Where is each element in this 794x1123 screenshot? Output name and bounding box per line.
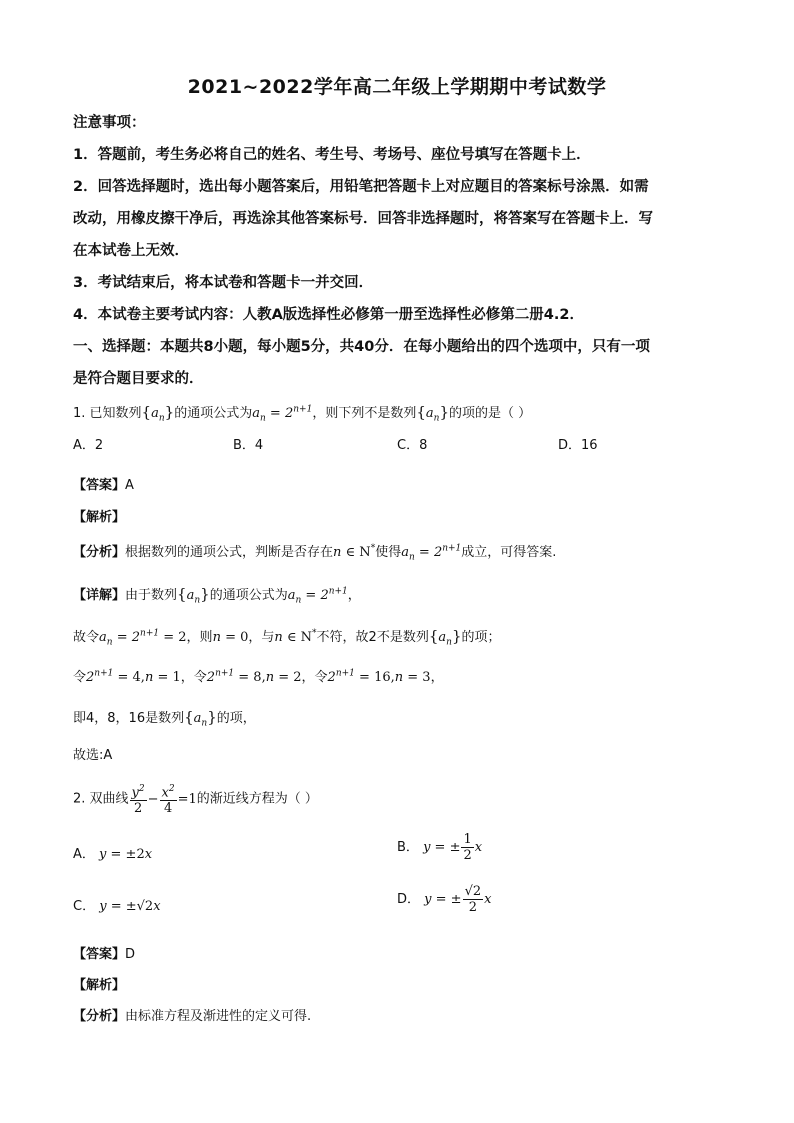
notice-item-3: 3．考试结束后，将本试卷和答题卡一并交回． — [73, 275, 374, 291]
question-1-stem: 1. 已知数列$\{a_n\}$的通项公式为$a_n = 2^{n+1}$，则下列不是数列$\{a_n\}$的项的是（ ） — [73, 403, 532, 424]
notice-item-4: 4．本试卷主要考试内容：人教A版选择性必修第一册至选择性必修第二册4.2． — [73, 307, 584, 323]
question-1-detail-line-4: 即4，8，16是数列$\{a_n\}$的项， — [73, 708, 256, 729]
formula-sequence-an: $\{a_n\}$ — [141, 403, 175, 424]
question-2-option-d: D． y = ± $\frac{√2}{2}$ x — [397, 884, 492, 915]
notice-item-2-line-1: 2．回答选择题时，选出每小题答案后，用铅笔把答题卡上对应题目的答案标号涂黑．如需 — [73, 179, 649, 195]
question-2-analysis-tag: 【解析】 — [73, 978, 126, 993]
question-1-option-a: A．2 — [73, 438, 104, 453]
formula-general-term: $a_n = 2^{n+1}$ — [252, 404, 313, 424]
section-heading-line-2: 是符合题目要求的． — [73, 371, 204, 387]
question-2-fenxi: 【分析】由标准方程及渐进性的定义可得. — [73, 1009, 312, 1024]
question-1-option-b: B．4 — [233, 438, 264, 453]
question-1-detail-line-1: 【详解】由于数列$\{a_n\}$的通项公式为$a_n = 2^{n+1}$， — [73, 585, 361, 606]
question-1-fenxi: 【分析】根据数列的通项公式，判断是否存在n ∈ N*使得$a_n = 2^{n+1}$成立，可得答案. — [73, 543, 557, 563]
notice-heading: 注意事项： — [73, 115, 146, 131]
notice-item-2-line-3: 在本试卷上无效． — [73, 243, 189, 259]
question-2-option-c: C． y = ±√2x — [73, 899, 161, 914]
notice-item-1: 1．答题前，考生务必将自己的姓名、考生号、考场号、座位号填写在答题卡上． — [73, 147, 591, 163]
question-1-analysis-tag: 【解析】 — [73, 510, 126, 525]
question-1-answer: 【答案】A — [73, 478, 134, 493]
question-1-detail-line-3: 令$2^{n+1} = 4,n = 1$，令$2^{n+1} = 8,n = 2$，令$2^{n+1} = 16,n = 3$， — [73, 668, 444, 685]
question-1-conclusion: 故选:A — [73, 748, 113, 763]
question-1-option-c: C．8 — [397, 438, 428, 453]
question-1-detail-line-2: 故令$a_n = 2^{n+1} = 2$，则n = 0，与n ∈ N*不符，故2不是数列$\{a_n\}$的项； — [73, 627, 501, 648]
question-2-option-a: A． y = ±2x — [73, 847, 153, 862]
question-1-option-d: D．16 — [558, 438, 598, 453]
formula-sequence-an-2: $\{a_n\}$ — [416, 403, 449, 424]
section-heading-line-1: 一、选择题：本题共8小题，每小题5分，共40分．在每小题给出的四个选项中，只有一项 — [73, 339, 650, 355]
formula-hyperbola: $\frac{y^2}{2}$ − $\frac{x^2}{4}$ =1 — [131, 784, 197, 817]
page-title: 2021~2022学年高二年级上学期期中考试数学 — [187, 76, 607, 98]
question-2-answer: 【答案】D — [73, 947, 136, 962]
notice-item-2-line-2: 改动，用橡皮擦干净后，再选涂其他答案标号．回答非选择题时，将答案写在答题卡上．写 — [73, 211, 653, 227]
question-2-stem: 2. 双曲线 $\frac{y^2}{2}$ − $\frac{x^2}{4}$ =1的渐近线方程为（ ） — [73, 784, 318, 817]
question-2-option-b: B． y = ± $\frac{1}{2}$ x — [397, 832, 483, 863]
